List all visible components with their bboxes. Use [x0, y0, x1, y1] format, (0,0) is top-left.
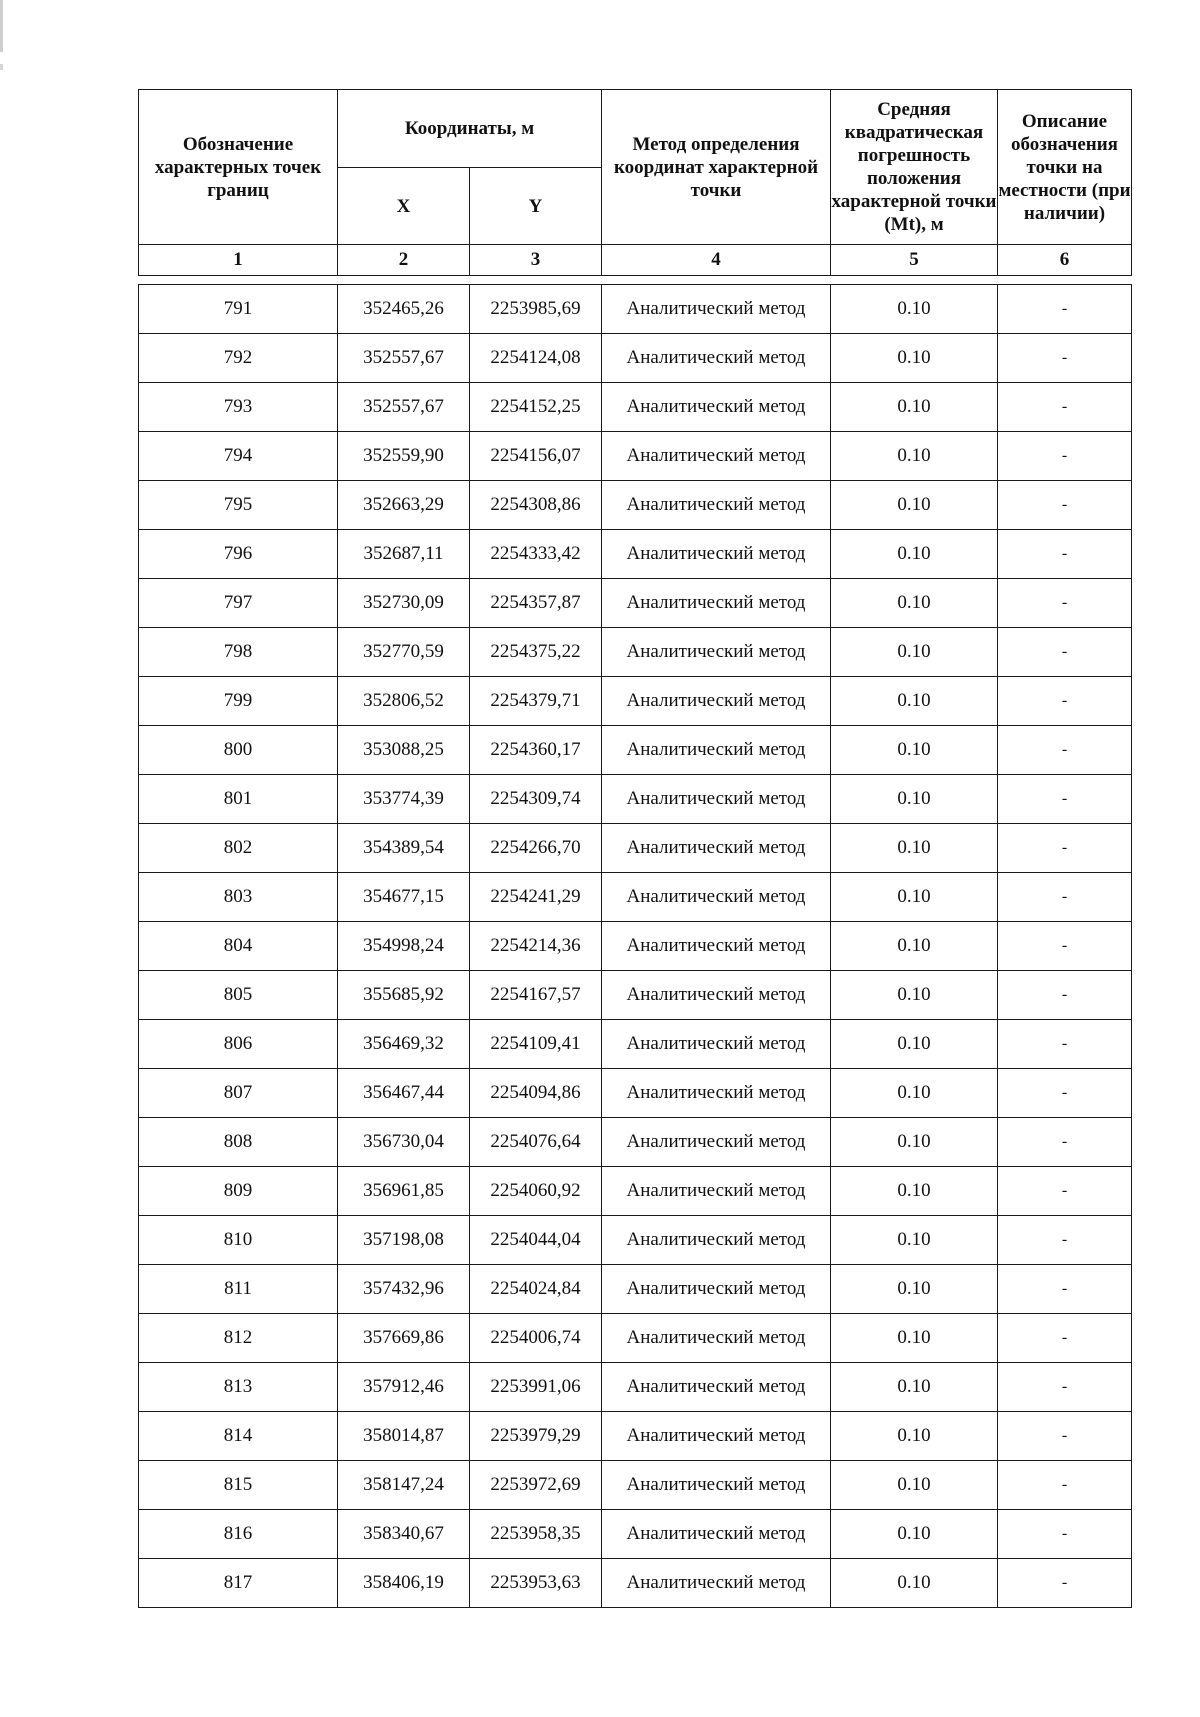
description-cell: - — [998, 1167, 1132, 1216]
table-row — [139, 530, 1132, 579]
y-coordinate-cell: 2253991,06 — [470, 1363, 602, 1412]
point-designation-cell: 815 — [139, 1461, 338, 1510]
table-row — [139, 775, 1132, 824]
y-coordinate-cell: 2254024,84 — [470, 1265, 602, 1314]
method-cell: Аналитический метод — [602, 971, 831, 1020]
description-cell: - — [998, 1118, 1132, 1167]
method-cell: Аналитический метод — [602, 1363, 831, 1412]
table-row — [139, 1069, 1132, 1118]
x-coordinate-cell: 352557,67 — [338, 383, 470, 432]
description-cell: - — [998, 971, 1132, 1020]
point-designation-cell: 796 — [139, 530, 338, 579]
mt-value-cell: 0.10 — [831, 1363, 998, 1412]
description-cell: - — [998, 1461, 1132, 1510]
x-coordinate-cell: 355685,92 — [338, 971, 470, 1020]
point-designation-cell: 791 — [139, 285, 338, 334]
point-designation-cell: 803 — [139, 873, 338, 922]
description-cell: - — [998, 1363, 1132, 1412]
column-number: 6 — [998, 245, 1132, 276]
x-coordinate-cell: 358147,24 — [338, 1461, 470, 1510]
x-coordinate-cell: 353774,39 — [338, 775, 470, 824]
table-row — [139, 285, 1132, 334]
y-coordinate-cell: 2254357,87 — [470, 579, 602, 628]
mt-value-cell: 0.10 — [831, 579, 998, 628]
mt-value-cell: 0.10 — [831, 628, 998, 677]
header-point-description: Описание обозначения точки на местности (при наличии) — [998, 90, 1132, 245]
table-row — [139, 1461, 1132, 1510]
table-row — [139, 334, 1132, 383]
method-cell: Аналитический метод — [602, 1461, 831, 1510]
method-cell: Аналитический метод — [602, 1118, 831, 1167]
y-coordinate-cell: 2254379,71 — [470, 677, 602, 726]
mt-value-cell: 0.10 — [831, 1314, 998, 1363]
mt-value-cell: 0.10 — [831, 1461, 998, 1510]
description-cell: - — [998, 334, 1132, 383]
method-cell: Аналитический метод — [602, 1216, 831, 1265]
x-coordinate-cell: 352730,09 — [338, 579, 470, 628]
description-cell: - — [998, 1216, 1132, 1265]
mt-value-cell: 0.10 — [831, 1118, 998, 1167]
y-coordinate-cell: 2254375,22 — [470, 628, 602, 677]
table-row — [139, 1216, 1132, 1265]
table-row — [139, 677, 1132, 726]
x-coordinate-cell: 352687,11 — [338, 530, 470, 579]
point-designation-cell: 816 — [139, 1510, 338, 1559]
mt-value-cell: 0.10 — [831, 1510, 998, 1559]
x-coordinate-cell: 357432,96 — [338, 1265, 470, 1314]
description-cell: - — [998, 726, 1132, 775]
x-coordinate-cell: 357912,46 — [338, 1363, 470, 1412]
method-cell: Аналитический метод — [602, 334, 831, 383]
mt-value-cell: 0.10 — [831, 1412, 998, 1461]
table-row — [139, 432, 1132, 481]
header-y: Y — [470, 168, 602, 245]
mt-value-cell: 0.10 — [831, 824, 998, 873]
mt-value-cell: 0.10 — [831, 383, 998, 432]
y-coordinate-cell: 2254214,36 — [470, 922, 602, 971]
x-coordinate-cell: 352663,29 — [338, 481, 470, 530]
point-designation-cell: 814 — [139, 1412, 338, 1461]
x-coordinate-cell: 358014,87 — [338, 1412, 470, 1461]
mt-value-cell: 0.10 — [831, 922, 998, 971]
point-designation-cell: 812 — [139, 1314, 338, 1363]
table-row — [139, 1314, 1132, 1363]
y-coordinate-cell: 2253985,69 — [470, 285, 602, 334]
description-cell: - — [998, 1559, 1132, 1608]
header-column-numbers — [139, 245, 1132, 276]
x-coordinate-cell: 352557,67 — [338, 334, 470, 383]
header-point-designation: Обозначение характерных точек границ — [139, 90, 338, 245]
mt-value-cell: 0.10 — [831, 285, 998, 334]
description-cell: - — [998, 1020, 1132, 1069]
header-coordinates-group: Координаты, м — [338, 90, 602, 168]
table-row — [139, 1118, 1132, 1167]
description-cell: - — [998, 432, 1132, 481]
table-row — [139, 1167, 1132, 1216]
x-coordinate-cell: 352559,90 — [338, 432, 470, 481]
y-coordinate-cell: 2254060,92 — [470, 1167, 602, 1216]
x-coordinate-cell: 354677,15 — [338, 873, 470, 922]
mt-value-cell: 0.10 — [831, 481, 998, 530]
y-coordinate-cell: 2254309,74 — [470, 775, 602, 824]
point-designation-cell: 817 — [139, 1559, 338, 1608]
y-coordinate-cell: 2254109,41 — [470, 1020, 602, 1069]
y-coordinate-cell: 2254152,25 — [470, 383, 602, 432]
x-coordinate-cell: 356467,44 — [338, 1069, 470, 1118]
method-cell: Аналитический метод — [602, 1559, 831, 1608]
method-cell: Аналитический метод — [602, 824, 831, 873]
table-row — [139, 1020, 1132, 1069]
x-coordinate-cell: 358406,19 — [338, 1559, 470, 1608]
x-coordinate-cell: 354998,24 — [338, 922, 470, 971]
point-designation-cell: 798 — [139, 628, 338, 677]
point-designation-cell: 811 — [139, 1265, 338, 1314]
mt-value-cell: 0.10 — [831, 530, 998, 579]
description-cell: - — [998, 579, 1132, 628]
header-row-top — [139, 90, 1132, 168]
y-coordinate-cell: 2253958,35 — [470, 1510, 602, 1559]
header-method: Метод определения координат характерной точки — [602, 90, 831, 245]
description-cell: - — [998, 1314, 1132, 1363]
table-row — [139, 579, 1132, 628]
point-designation-cell: 813 — [139, 1363, 338, 1412]
table-row — [139, 873, 1132, 922]
column-number: 1 — [139, 245, 338, 276]
y-coordinate-cell: 2254076,64 — [470, 1118, 602, 1167]
y-coordinate-cell: 2254266,70 — [470, 824, 602, 873]
y-coordinate-cell: 2254241,29 — [470, 873, 602, 922]
x-coordinate-cell: 352770,59 — [338, 628, 470, 677]
mt-value-cell: 0.10 — [831, 677, 998, 726]
description-cell: - — [998, 628, 1132, 677]
table-row — [139, 1510, 1132, 1559]
mt-value-cell: 0.10 — [831, 775, 998, 824]
method-cell: Аналитический метод — [602, 579, 831, 628]
point-designation-cell: 807 — [139, 1069, 338, 1118]
y-coordinate-cell: 2253979,29 — [470, 1412, 602, 1461]
method-cell: Аналитический метод — [602, 1510, 831, 1559]
column-number: 3 — [470, 245, 602, 276]
mt-value-cell: 0.10 — [831, 1069, 998, 1118]
point-designation-cell: 797 — [139, 579, 338, 628]
mt-value-cell: 0.10 — [831, 971, 998, 1020]
description-cell: - — [998, 530, 1132, 579]
method-cell: Аналитический метод — [602, 1265, 831, 1314]
mt-value-cell: 0.10 — [831, 1216, 998, 1265]
x-coordinate-cell: 356469,32 — [338, 1020, 470, 1069]
point-designation-cell: 810 — [139, 1216, 338, 1265]
x-coordinate-cell: 357198,08 — [338, 1216, 470, 1265]
point-designation-cell: 793 — [139, 383, 338, 432]
point-designation-cell: 804 — [139, 922, 338, 971]
description-cell: - — [998, 873, 1132, 922]
y-coordinate-cell: 2254124,08 — [470, 334, 602, 383]
method-cell: Аналитический метод — [602, 873, 831, 922]
y-coordinate-cell: 2254308,86 — [470, 481, 602, 530]
table-rows — [139, 285, 1132, 1608]
method-cell: Аналитический метод — [602, 677, 831, 726]
method-cell: Аналитический метод — [602, 285, 831, 334]
y-coordinate-cell: 2254360,17 — [470, 726, 602, 775]
mt-value-cell: 0.10 — [831, 1020, 998, 1069]
point-designation-cell: 805 — [139, 971, 338, 1020]
method-cell: Аналитический метод — [602, 1167, 831, 1216]
table-row — [139, 1363, 1132, 1412]
y-coordinate-cell: 2254167,57 — [470, 971, 602, 1020]
x-coordinate-cell: 358340,67 — [338, 1510, 470, 1559]
point-designation-cell: 792 — [139, 334, 338, 383]
y-coordinate-cell: 2254006,74 — [470, 1314, 602, 1363]
table-row — [139, 383, 1132, 432]
mt-value-cell: 0.10 — [831, 873, 998, 922]
table-row — [139, 628, 1132, 677]
scan-edge-dot — [0, 64, 3, 70]
header-x: X — [338, 168, 470, 245]
y-coordinate-cell: 2253953,63 — [470, 1559, 602, 1608]
method-cell: Аналитический метод — [602, 1412, 831, 1461]
x-coordinate-cell: 352806,52 — [338, 677, 470, 726]
method-cell: Аналитический метод — [602, 481, 831, 530]
mt-value-cell: 0.10 — [831, 1265, 998, 1314]
mt-value-cell: 0.10 — [831, 334, 998, 383]
y-coordinate-cell: 2254094,86 — [470, 1069, 602, 1118]
method-cell: Аналитический метод — [602, 775, 831, 824]
x-coordinate-cell: 353088,25 — [338, 726, 470, 775]
column-number: 4 — [602, 245, 831, 276]
y-coordinate-cell: 2254044,04 — [470, 1216, 602, 1265]
point-designation-cell: 795 — [139, 481, 338, 530]
method-cell: Аналитический метод — [602, 1314, 831, 1363]
x-coordinate-cell: 352465,26 — [338, 285, 470, 334]
table-row — [139, 1265, 1132, 1314]
table-row — [139, 481, 1132, 530]
table-row — [139, 824, 1132, 873]
method-cell: Аналитический метод — [602, 530, 831, 579]
mt-value-cell: 0.10 — [831, 1559, 998, 1608]
method-cell: Аналитический метод — [602, 922, 831, 971]
point-designation-cell: 802 — [139, 824, 338, 873]
method-cell: Аналитический метод — [602, 1020, 831, 1069]
point-designation-cell: 801 — [139, 775, 338, 824]
point-designation-cell: 808 — [139, 1118, 338, 1167]
mt-value-cell: 0.10 — [831, 1167, 998, 1216]
point-designation-cell: 800 — [139, 726, 338, 775]
scan-edge-mark — [0, 0, 3, 52]
coordinates-table-header — [138, 89, 1132, 276]
mt-value-cell: 0.10 — [831, 432, 998, 481]
header-mean-square-error: Средняя квадратическая погрешность положения характерной точки (Mt), м — [831, 90, 998, 245]
description-cell: - — [998, 677, 1132, 726]
description-cell: - — [998, 383, 1132, 432]
point-designation-cell: 799 — [139, 677, 338, 726]
point-designation-cell: 806 — [139, 1020, 338, 1069]
x-coordinate-cell: 356961,85 — [338, 1167, 470, 1216]
table-row — [139, 1559, 1132, 1608]
description-cell: - — [998, 285, 1132, 334]
method-cell: Аналитический метод — [602, 383, 831, 432]
point-designation-cell: 809 — [139, 1167, 338, 1216]
description-cell: - — [998, 775, 1132, 824]
description-cell: - — [998, 824, 1132, 873]
table-row — [139, 726, 1132, 775]
method-cell: Аналитический метод — [602, 726, 831, 775]
x-coordinate-cell: 357669,86 — [338, 1314, 470, 1363]
x-coordinate-cell: 356730,04 — [338, 1118, 470, 1167]
description-cell: - — [998, 1265, 1132, 1314]
column-number: 2 — [338, 245, 470, 276]
x-coordinate-cell: 354389,54 — [338, 824, 470, 873]
y-coordinate-cell: 2254333,42 — [470, 530, 602, 579]
method-cell: Аналитический метод — [602, 432, 831, 481]
method-cell: Аналитический метод — [602, 1069, 831, 1118]
table-row — [139, 971, 1132, 1020]
description-cell: - — [998, 1069, 1132, 1118]
description-cell: - — [998, 1412, 1132, 1461]
point-designation-cell: 794 — [139, 432, 338, 481]
description-cell: - — [998, 1510, 1132, 1559]
description-cell: - — [998, 922, 1132, 971]
table-row — [139, 1412, 1132, 1461]
description-cell: - — [998, 481, 1132, 530]
mt-value-cell: 0.10 — [831, 726, 998, 775]
y-coordinate-cell: 2253972,69 — [470, 1461, 602, 1510]
table-row — [139, 922, 1132, 971]
coordinates-table-body — [138, 284, 1132, 1608]
column-number: 5 — [831, 245, 998, 276]
method-cell: Аналитический метод — [602, 628, 831, 677]
y-coordinate-cell: 2254156,07 — [470, 432, 602, 481]
